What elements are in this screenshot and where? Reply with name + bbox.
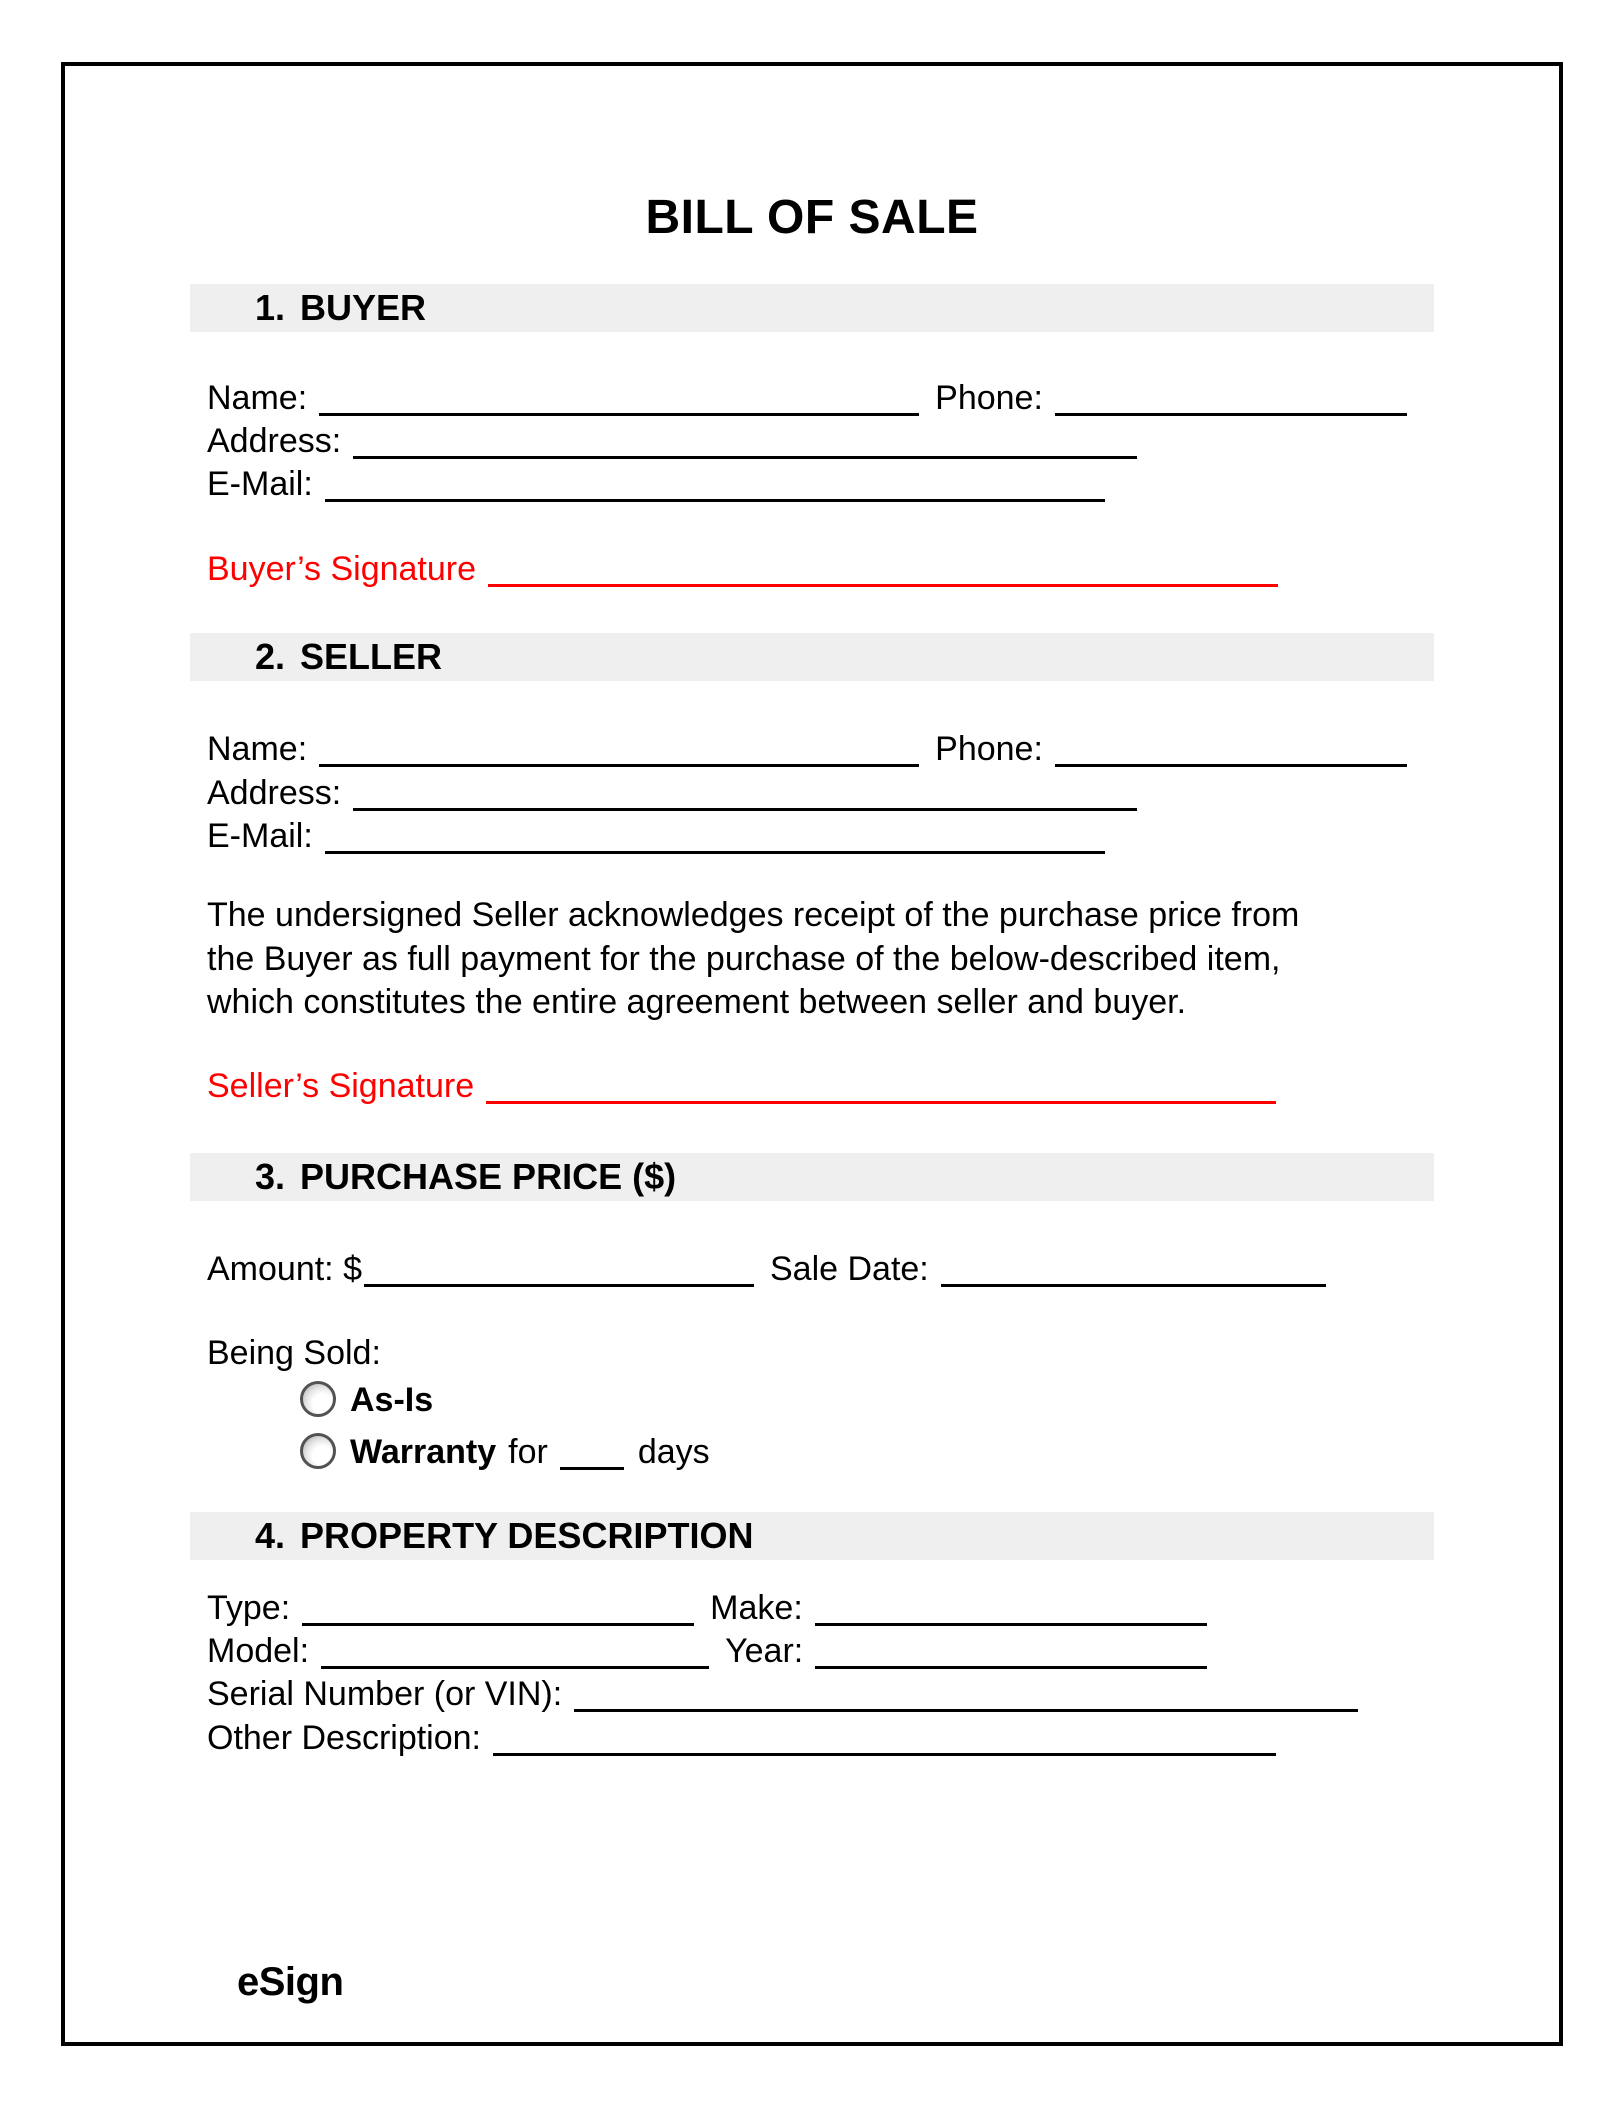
esign-logo: eSign bbox=[237, 1960, 344, 2004]
model-line bbox=[321, 1654, 709, 1669]
seller-signature-row bbox=[207, 1065, 1276, 1108]
buyer-address-row bbox=[207, 420, 1137, 463]
section-header-purchase-price bbox=[190, 1153, 1434, 1201]
section-number: 2. bbox=[255, 636, 286, 677]
page-title: BILL OF SALE bbox=[645, 191, 979, 244]
type-make-row bbox=[207, 1587, 1207, 1630]
amount-label: Amount: $ bbox=[207, 1250, 362, 1288]
make-label: Make: bbox=[710, 1589, 803, 1627]
sale-date-line bbox=[941, 1272, 1326, 1287]
section-header-buyer bbox=[190, 284, 1434, 332]
seller-name-line bbox=[319, 752, 919, 767]
seller-phone-line bbox=[1055, 752, 1407, 767]
warranty-days-label: days bbox=[637, 1433, 710, 1471]
amount-line bbox=[364, 1272, 754, 1287]
buyer-phone-line bbox=[1055, 401, 1407, 416]
warranty-option-label: Warranty bbox=[350, 1433, 497, 1471]
acknowledgment-line: the Buyer as full payment for the purchase of the below-described item, bbox=[207, 939, 1281, 978]
model-year-row bbox=[207, 1630, 1207, 1673]
buyer-email-line bbox=[325, 487, 1105, 502]
as-is-option-row bbox=[300, 1379, 433, 1422]
warranty-radio[interactable] bbox=[300, 1433, 336, 1469]
seller-signature-label: Seller’s Signature bbox=[207, 1067, 475, 1105]
sale-date-label: Sale Date: bbox=[769, 1250, 929, 1288]
seller-acknowledgment-paragraph bbox=[207, 894, 1299, 1025]
being-sold-row bbox=[207, 1332, 381, 1375]
buyer-name-label: Name: bbox=[207, 379, 308, 417]
buyer-name-phone-row bbox=[207, 377, 1407, 420]
other-description-line bbox=[493, 1741, 1276, 1756]
seller-address-line bbox=[353, 796, 1137, 811]
section-number: 3. bbox=[255, 1156, 286, 1197]
seller-signature-line bbox=[486, 1089, 1276, 1104]
type-label: Type: bbox=[207, 1589, 291, 1627]
section-number: 1. bbox=[255, 287, 286, 328]
seller-name-label: Name: bbox=[207, 730, 308, 768]
section-heading: BUYER bbox=[300, 287, 427, 328]
other-description-row bbox=[207, 1717, 1276, 1760]
buyer-signature-line bbox=[488, 572, 1278, 587]
seller-email-line bbox=[325, 839, 1105, 854]
as-is-option-label: As-Is bbox=[350, 1381, 434, 1419]
being-sold-label: Being Sold: bbox=[207, 1334, 381, 1372]
seller-address-label: Address: bbox=[207, 774, 342, 812]
acknowledgment-line: The undersigned Seller acknowledges receipt of the purchase price from bbox=[207, 896, 1300, 934]
buyer-phone-label: Phone: bbox=[935, 379, 1043, 417]
other-description-label: Other Description: bbox=[207, 1719, 481, 1757]
as-is-radio[interactable] bbox=[300, 1381, 336, 1417]
warranty-days-line bbox=[560, 1455, 624, 1470]
warranty-for-label: for bbox=[508, 1433, 548, 1471]
year-label: Year: bbox=[725, 1632, 804, 1670]
buyer-email-label: E-Mail: bbox=[207, 465, 313, 503]
buyer-name-line bbox=[319, 401, 919, 416]
acknowledgment-line: which constitutes the entire agreement between seller and buyer. bbox=[207, 983, 1187, 1021]
year-line bbox=[815, 1654, 1207, 1669]
warranty-option-row bbox=[300, 1431, 710, 1474]
section-heading: SELLER bbox=[300, 636, 443, 677]
seller-phone-label: Phone: bbox=[935, 730, 1043, 768]
section-header-property bbox=[190, 1512, 1434, 1560]
seller-name-phone-row bbox=[207, 728, 1407, 771]
serial-label: Serial Number (or VIN): bbox=[207, 1675, 563, 1713]
buyer-address-label: Address: bbox=[207, 422, 342, 460]
serial-row bbox=[207, 1673, 1358, 1716]
model-label: Model: bbox=[207, 1632, 310, 1670]
buyer-signature-label: Buyer’s Signature bbox=[207, 550, 477, 588]
type-line bbox=[302, 1611, 694, 1626]
amount-sale-date-row bbox=[207, 1248, 1326, 1291]
section-heading: PROPERTY DESCRIPTION bbox=[300, 1515, 754, 1556]
seller-email-row bbox=[207, 815, 1105, 858]
section-header-seller bbox=[190, 633, 1434, 681]
section-number: 4. bbox=[255, 1515, 286, 1556]
buyer-signature-row bbox=[207, 548, 1278, 591]
buyer-email-row bbox=[207, 463, 1105, 506]
make-line bbox=[815, 1611, 1207, 1626]
serial-line bbox=[574, 1697, 1358, 1712]
seller-address-row bbox=[207, 772, 1137, 815]
section-heading: PURCHASE PRICE ($) bbox=[300, 1156, 677, 1197]
seller-email-label: E-Mail: bbox=[207, 817, 313, 855]
buyer-address-line bbox=[353, 444, 1137, 459]
